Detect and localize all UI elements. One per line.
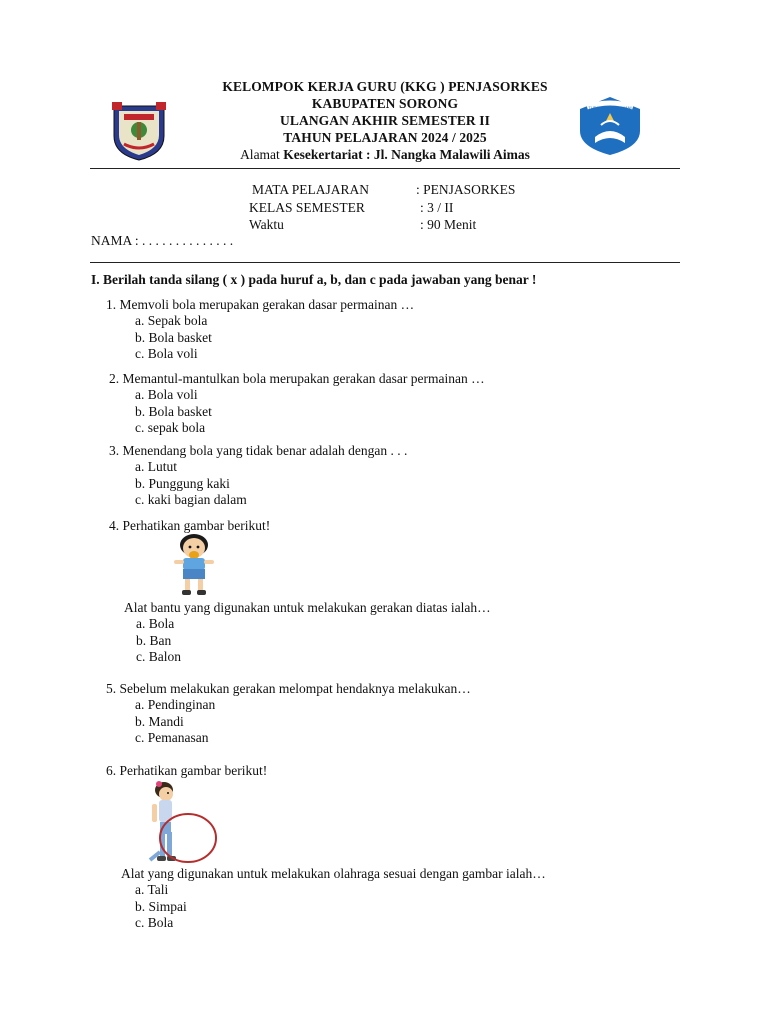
question-text: 5. Sebelum melakukan gerakan melompat hendaknya melakukan…	[106, 681, 471, 696]
exam-title: ULANGAN AKHIR SEMESTER II	[280, 113, 490, 128]
question-prompt: Alat yang digunakan untuk melakukan olahraga sesuai dengan gambar ialah…	[121, 866, 546, 881]
question-3	[109, 443, 407, 508]
option-c[interactable]: c. kaki bagian dalam	[135, 491, 247, 507]
question-5	[106, 681, 471, 746]
question-6-text: 6. Perhatikan gambar berikut!	[106, 763, 268, 778]
address	[90, 146, 680, 164]
question-6	[121, 866, 546, 931]
question-4	[124, 600, 491, 665]
time-value: : 90 Menit	[420, 217, 477, 232]
question-prompt: Alat bantu yang digunakan untuk melakukan gerakan diatas ialah…	[124, 600, 491, 615]
subject-value: : PENJASORKES	[416, 182, 516, 197]
option-b[interactable]: b. Simpai	[135, 898, 187, 914]
question-text: 1. Memvoli bola merupakan gerakan dasar permainan …	[106, 297, 415, 312]
student-name-field[interactable]: NAMA : . . . . . . . . . . . . . .	[91, 233, 234, 248]
school-year: TAHUN PELAJARAN 2024 / 2025	[283, 130, 487, 145]
svg-text:TUT WURI HANDAYANI: TUT WURI HANDAYANI	[588, 105, 632, 110]
class-value: : 3 / II	[420, 200, 454, 215]
question-2	[109, 371, 485, 436]
option-c[interactable]: c. Bola	[135, 914, 174, 930]
option-a[interactable]: a. Pendinginan	[135, 697, 216, 713]
letterhead	[90, 78, 680, 164]
section-instruction: I. Berilah tanda silang ( x ) pada huruf a, b, dan c pada jawaban yang benar !	[91, 272, 537, 287]
option-b[interactable]: b. Bola basket	[135, 329, 212, 345]
question-text: 2. Memantul-mantulkan bola merupakan gerakan dasar permainan …	[109, 371, 485, 386]
child-blowing-balloon-illustration	[166, 533, 222, 597]
option-b[interactable]: b. Bola basket	[135, 403, 212, 419]
option-b[interactable]: b. Punggung kaki	[135, 475, 230, 491]
option-a[interactable]: a. Bola	[136, 616, 175, 632]
address-detail: Kesekertariat : Jl. Nangka Malawili Aimas	[283, 147, 530, 162]
time-label: Waktu	[249, 217, 284, 232]
question-text: 3. Menendang bola yang tidak benar adalah dengan . . .	[109, 443, 408, 458]
subject-label: MATA PELAJARAN	[252, 182, 370, 197]
option-c[interactable]: c. Balon	[136, 648, 181, 664]
header-divider	[90, 168, 680, 169]
question-1	[106, 297, 414, 362]
regency-name: KABUPATEN SORONG	[311, 96, 459, 111]
option-a[interactable]: a. Sepak bola	[135, 313, 208, 329]
info-divider	[90, 262, 680, 263]
option-b[interactable]: b. Ban	[136, 632, 172, 648]
girl-with-hula-hoop-illustration	[140, 780, 222, 866]
address-prefix: Alamat	[240, 147, 284, 162]
option-c[interactable]: c. sepak bola	[135, 419, 206, 435]
org-name: KELOMPOK KERJA GURU (KKG ) PENJASORKES	[222, 79, 548, 94]
option-a[interactable]: a. Tali	[135, 882, 169, 898]
option-c[interactable]: c. Pemanasan	[135, 729, 209, 745]
class-label: KELAS SEMESTER	[249, 200, 365, 215]
option-c[interactable]: c. Bola voli	[135, 345, 198, 361]
option-a[interactable]: a. Lutut	[135, 459, 177, 475]
option-a[interactable]: a. Bola voli	[135, 387, 198, 403]
question-4-text: 4. Perhatikan gambar berikut!	[109, 518, 271, 533]
option-b[interactable]: b. Mandi	[135, 713, 184, 729]
